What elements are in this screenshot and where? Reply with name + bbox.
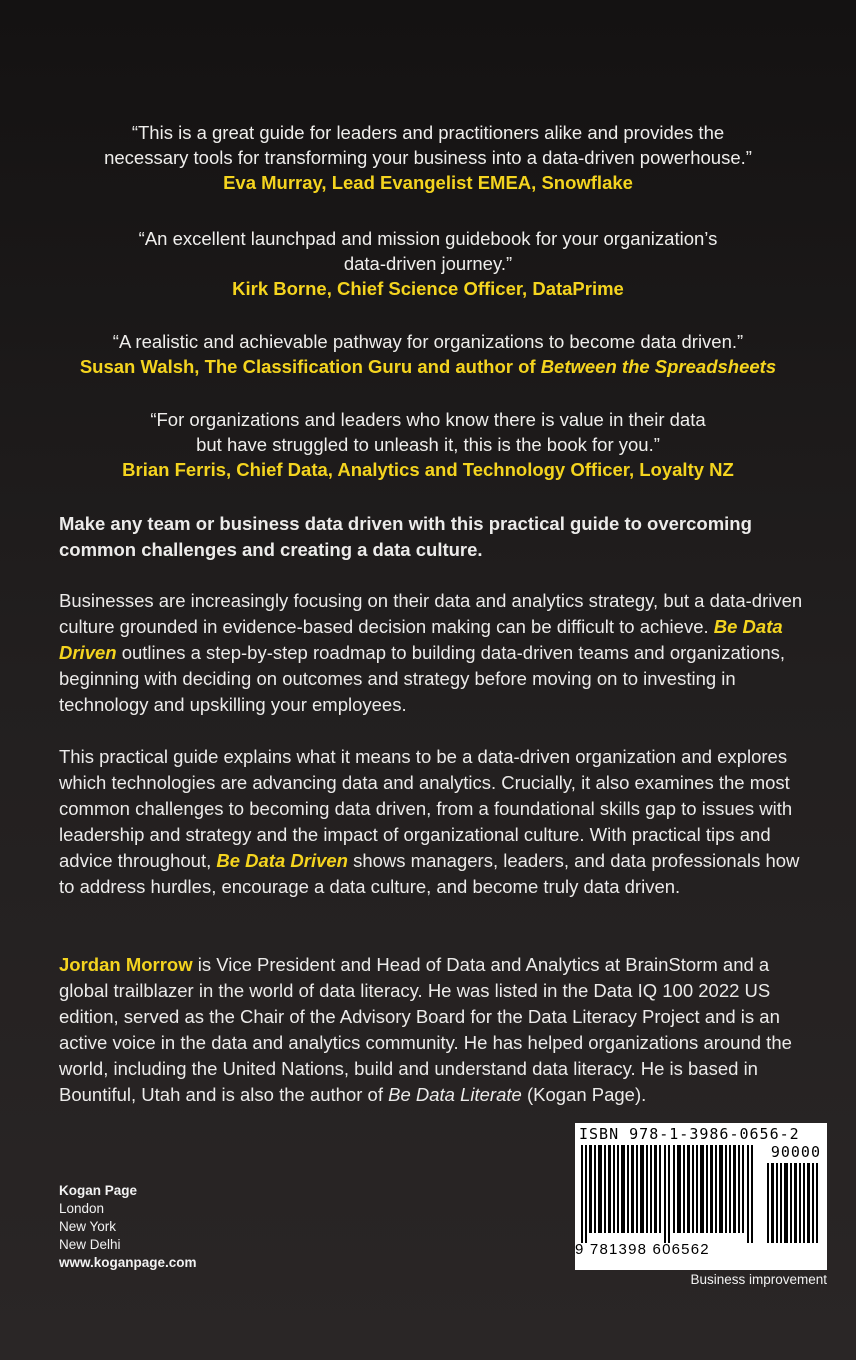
book-title: Be Data Driven bbox=[216, 850, 348, 871]
price-code: 90000 bbox=[770, 1143, 821, 1161]
endorsement-attribution bbox=[0, 354, 856, 379]
endorsement-3 bbox=[0, 329, 856, 379]
description-paragraph-1 bbox=[59, 588, 809, 718]
endorsement-text-line: “A realistic and achievable pathway for organizations to become data driven.” bbox=[112, 331, 744, 352]
endorsement-text-line: “For organizations and leaders who know there is value in their data bbox=[150, 409, 706, 430]
paragraph-text: shows managers, leaders, and data professionals how to address hurdles, encourage a data culture, and become truly data driven. bbox=[59, 850, 800, 897]
endorsement-attribution: Brian Ferris, Chief Data, Analytics and Technology Officer, Loyalty NZ bbox=[122, 459, 734, 480]
isbn-barcode bbox=[575, 1123, 827, 1270]
price-barcode-bars bbox=[765, 1163, 821, 1243]
lead-statement: Make any team or business data driven with this practical guide to overcoming common challenges and creating a data culture. bbox=[59, 513, 752, 560]
category-label: Business improvement bbox=[690, 1272, 827, 1287]
endorsement-text-line: “This is a great guide for leaders and practitioners alike and provides the bbox=[131, 122, 725, 143]
ean-digits: 9 781398 606562 bbox=[575, 1241, 710, 1258]
author-name: Jordan Morrow bbox=[59, 954, 193, 975]
paragraph-text: outlines a step-by-step roadmap to building data-driven teams and organizations, beginning with deciding on outcomes and strategy before moving on to investing in technology and upskilling your employees. bbox=[59, 642, 786, 715]
endorsement-text-line: but have struggled to unleash it, this is the book for you.” bbox=[196, 434, 660, 455]
barcode-bars bbox=[579, 1145, 757, 1243]
endorsement-attribution: Eva Murray, Lead Evangelist EMEA, Snowflake bbox=[223, 172, 633, 193]
description-paragraph-2 bbox=[59, 744, 809, 900]
endorsement-text-line: “An excellent launchpad and mission guidebook for your organization’s bbox=[138, 228, 718, 249]
endorsement-2 bbox=[0, 226, 856, 301]
isbn-text: ISBN 978-1-3986-0656-2 bbox=[579, 1125, 800, 1143]
publisher-city: London bbox=[59, 1201, 105, 1216]
author-bio bbox=[59, 952, 809, 1108]
attribution-book-title: Between the Spreadsheets bbox=[540, 356, 777, 377]
bio-text: is Vice President and Head of Data and Analytics at BrainStorm and a global trailblazer in the world of data literacy. He was listed in the Data IQ 100 2022 US edition, served as the Chair of the Advisory Board for the Data Literacy Project and is an active voice in the data and analytics community. He has helped organizations around the world, including the United Nations, build and understand data literacy. He is based in Bountiful, Utah and is also the author of bbox=[59, 954, 792, 1105]
endorsement-text-line: necessary tools for transforming your business into a data-driven powerhouse.” bbox=[104, 147, 752, 168]
publisher-city: New York bbox=[59, 1219, 117, 1234]
endorsement-attribution: Kirk Borne, Chief Science Officer, DataPrime bbox=[232, 278, 624, 299]
paragraph-text: This practical guide explains what it means to be a data-driven organization and explores which technologies are advancing data and analytics. Crucially, it also examines the most common challenges to becoming data driven, from a foundational skills gap to issues with leadership and strategy and the impact of organizational culture. With practical tips and advice throughout, bbox=[59, 746, 793, 871]
bio-text: (Kogan Page). bbox=[521, 1084, 647, 1105]
endorsement-text-line: data-driven journey.” bbox=[343, 253, 513, 274]
paragraph-text: Businesses are increasingly focusing on their data and analytics strategy, but a data-driven culture grounded in evidence-based decision making can be difficult to achieve. bbox=[59, 590, 803, 637]
endorsement-1 bbox=[0, 120, 856, 195]
publisher-name: Kogan Page bbox=[59, 1183, 138, 1198]
attribution-text: Susan Walsh, The Classification Guru and author of bbox=[79, 356, 541, 377]
publisher-url: www.koganpage.com bbox=[59, 1255, 197, 1270]
publisher-city: New Delhi bbox=[59, 1237, 121, 1252]
author-book-title: Be Data Literate bbox=[388, 1084, 522, 1105]
endorsement-4 bbox=[0, 407, 856, 482]
book-title: Be Data Driven bbox=[59, 616, 783, 663]
publisher-block bbox=[59, 1182, 197, 1272]
